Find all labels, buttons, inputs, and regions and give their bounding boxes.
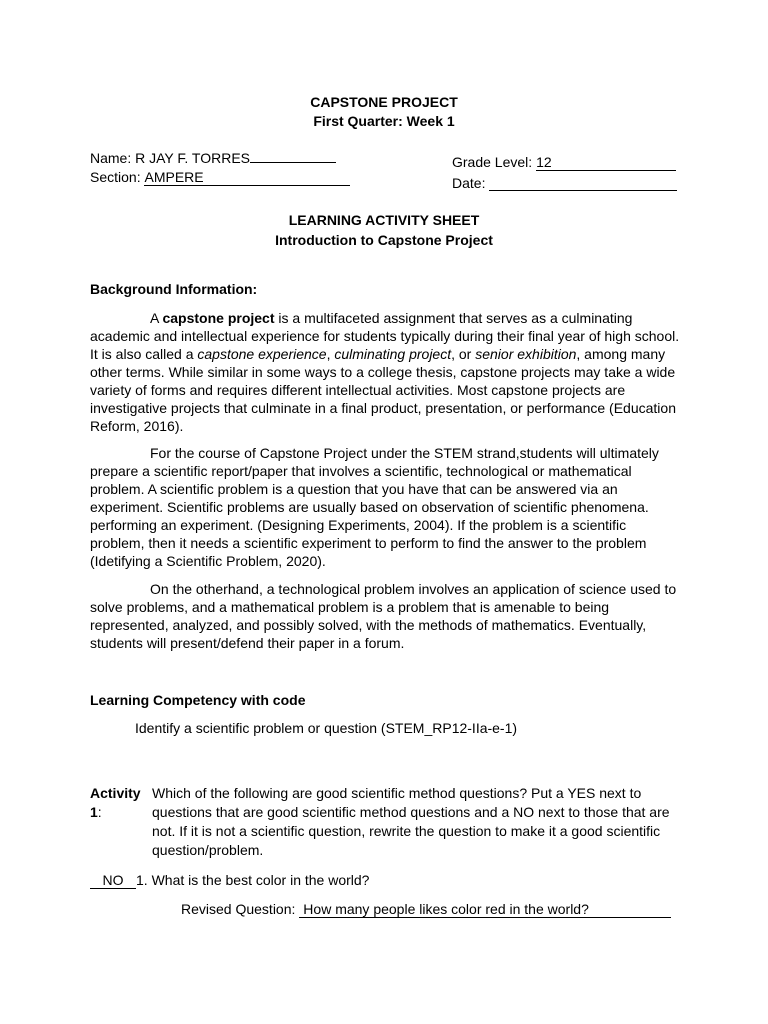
section-value: AMPERE bbox=[144, 169, 350, 186]
competency-text: Identify a scientific problem or question (STEM_RP12-IIa-e-1) bbox=[135, 720, 518, 736]
sheet-subtitle: Introduction to Capstone Project bbox=[275, 232, 493, 248]
section-label: Section: bbox=[90, 169, 145, 185]
document-title: CAPSTONE PROJECT bbox=[310, 94, 458, 110]
question-number: 1. bbox=[136, 872, 148, 888]
activity-1: Activity 1: Which of the following are good scientific method questions? Put a YES next to questions that are good scientific method questions and a NO next to those that are not. If it is not a scientific question, rewrite the question to make it a good scientific question/problem. bbox=[90, 784, 680, 860]
revised-question-answer: How many people likes color red in the world? bbox=[299, 901, 671, 918]
name-field bbox=[90, 148, 336, 166]
date-value bbox=[489, 176, 677, 191]
revised-question bbox=[181, 901, 671, 918]
document-subtitle: First Quarter: Week 1 bbox=[313, 113, 455, 129]
section-field bbox=[90, 169, 350, 186]
background-paragraph-3: On the otherhand, a technological problem involves an application of science used to solve problems, and a mathematical problem is a problem that is amenable to being represented, analyzed, and possibly solved, with the methods of mathematics. Eventually, students will present/defend their paper in a forum. bbox=[90, 581, 677, 651]
activity-label: Activity 1 bbox=[90, 785, 141, 820]
date-field bbox=[452, 175, 677, 191]
background-heading: Background Information: bbox=[90, 281, 258, 297]
sheet-title: LEARNING ACTIVITY SHEET bbox=[288, 212, 480, 228]
answer-blank: NO bbox=[90, 872, 136, 889]
name-underline bbox=[250, 148, 336, 163]
revised-question-label: Revised Question: bbox=[181, 901, 300, 917]
date-label: Date: bbox=[452, 175, 490, 191]
name-value: R JAY F. TORRES bbox=[135, 150, 251, 166]
capstone-project-term: capstone project bbox=[162, 310, 275, 326]
question-item bbox=[90, 872, 369, 889]
name-label: Name: bbox=[90, 150, 136, 166]
competency-heading: Learning Competency with code bbox=[90, 692, 306, 708]
grade-level-field bbox=[452, 154, 676, 171]
grade-level-value: 12 bbox=[536, 154, 676, 171]
question-text: What is the best color in the world? bbox=[151, 872, 370, 888]
background-paragraph-1: A capstone project is a multifaceted assignment that serves as a culminating academic and intellectual experience for students typically during their final year of high school. It is also called a capstone experience, culminating project, or senior exhibition, among many other terms. While similar in some ways to a college thesis, capstone projects may take a wide variety of forms and requires different intellectual activities. Most capstone projects are investigative projects that culminate in a final product, presentation, or performance (Education Reform, 2016). bbox=[90, 310, 680, 434]
background-paragraph-2: For the course of Capstone Project under the STEM strand,students will ultimately prepare a scientific report/paper that involves a scientific, technological or mathematical problem. A scientific problem is a question that you have that can be answered via an experiment. Scientific problems are usually based on observation of scientific phenomena. performing an experiment. (Designing Experiments, 2004). If the problem is a scientific problem, then it needs a scientific experiment to perform to find the answer to the problem (Idetifying a Scientific Problem, 2020). bbox=[90, 445, 659, 569]
grade-level-label: Grade Level: bbox=[452, 154, 537, 170]
activity-instructions: Which of the following are good scientific method questions? Put a YES next to questions that are good scientific method questions and a NO next to those that are not. If it is not a scientific question, rewrite the question to make it a good scientific question/problem. bbox=[152, 785, 670, 858]
